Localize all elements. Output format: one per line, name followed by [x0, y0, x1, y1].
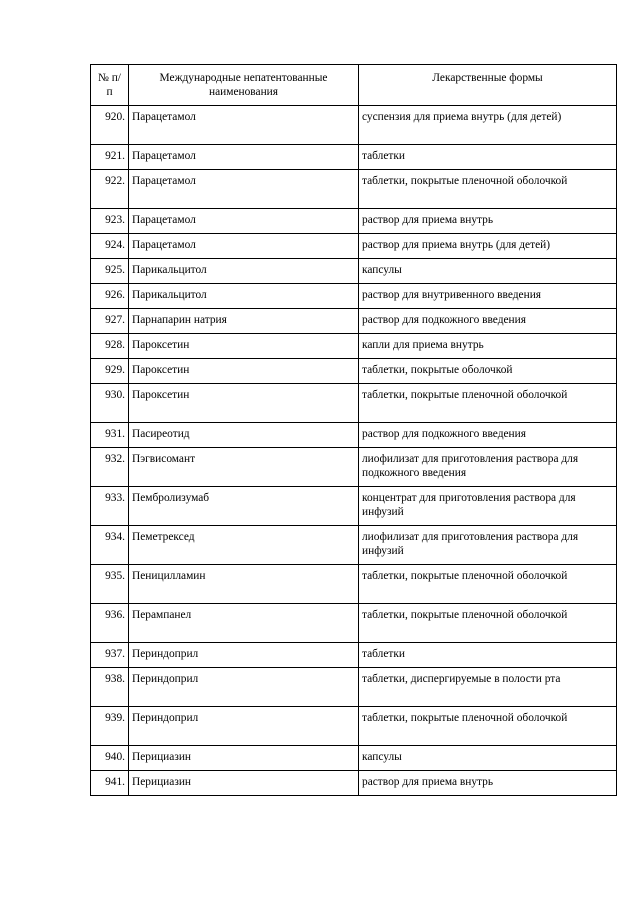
table-row	[91, 448, 617, 487]
dosage-form: капсулы	[359, 746, 617, 771]
table-row	[91, 771, 617, 796]
table-row	[91, 334, 617, 359]
table-row	[91, 284, 617, 309]
header-dosage-form: Лекарственные формы	[359, 65, 617, 106]
dosage-form: таблетки, покрытые пленочной оболочкой	[359, 565, 617, 604]
row-number: 932.	[91, 448, 129, 487]
header-inn: Международные непатентованные наименования	[129, 65, 359, 106]
row-number: 938.	[91, 668, 129, 707]
row-number: 925.	[91, 259, 129, 284]
row-number: 930.	[91, 384, 129, 423]
dosage-form: капли для приема внутрь	[359, 334, 617, 359]
dosage-form: таблетки, диспергируемые в полости рта	[359, 668, 617, 707]
row-number: 940.	[91, 746, 129, 771]
dosage-form: раствор для приема внутрь (для детей)	[359, 234, 617, 259]
drug-name: Пеметрексед	[129, 526, 359, 565]
row-number: 935.	[91, 565, 129, 604]
drug-name: Пеницилламин	[129, 565, 359, 604]
row-number: 928.	[91, 334, 129, 359]
row-number: 936.	[91, 604, 129, 643]
row-number: 920.	[91, 106, 129, 145]
row-number: 931.	[91, 423, 129, 448]
dosage-form: таблетки, покрытые пленочной оболочкой	[359, 604, 617, 643]
row-number: 933.	[91, 487, 129, 526]
drug-name: Периндоприл	[129, 668, 359, 707]
drug-name: Парикальцитол	[129, 284, 359, 309]
table-row	[91, 746, 617, 771]
row-number: 922.	[91, 170, 129, 209]
drug-name: Перампанел	[129, 604, 359, 643]
table-row	[91, 359, 617, 384]
drug-name: Парикальцитол	[129, 259, 359, 284]
table-row	[91, 487, 617, 526]
dosage-form: капсулы	[359, 259, 617, 284]
row-number: 929.	[91, 359, 129, 384]
row-number: 934.	[91, 526, 129, 565]
dosage-form: таблетки, покрытые оболочкой	[359, 359, 617, 384]
dosage-form: раствор для подкожного введения	[359, 423, 617, 448]
row-number: 923.	[91, 209, 129, 234]
drug-name: Парацетамол	[129, 106, 359, 145]
dosage-form: раствор для внутривенного введения	[359, 284, 617, 309]
table-header	[91, 65, 617, 106]
table-row	[91, 526, 617, 565]
dosage-form: таблетки, покрытые пленочной оболочкой	[359, 707, 617, 746]
table-row	[91, 309, 617, 334]
drug-name: Пасиреотид	[129, 423, 359, 448]
table-row	[91, 384, 617, 423]
table-body	[91, 106, 617, 796]
row-number: 926.	[91, 284, 129, 309]
row-number: 924.	[91, 234, 129, 259]
table-row	[91, 209, 617, 234]
table-row	[91, 234, 617, 259]
row-number: 939.	[91, 707, 129, 746]
drug-name: Пароксетин	[129, 334, 359, 359]
table-row	[91, 604, 617, 643]
drug-name: Парнапарин натрия	[129, 309, 359, 334]
table-row	[91, 668, 617, 707]
drug-name: Парацетамол	[129, 234, 359, 259]
row-number: 921.	[91, 145, 129, 170]
table-row	[91, 423, 617, 448]
dosage-form: концентрат для приготовления раствора для инфузий	[359, 487, 617, 526]
table-row	[91, 643, 617, 668]
table-row	[91, 707, 617, 746]
dosage-form: таблетки	[359, 145, 617, 170]
drug-name: Пембролизумаб	[129, 487, 359, 526]
table-row	[91, 259, 617, 284]
dosage-form: таблетки	[359, 643, 617, 668]
drug-name: Периндоприл	[129, 707, 359, 746]
drug-name: Парацетамол	[129, 145, 359, 170]
dosage-form: лиофилизат для приготовления раствора для подкожного введения	[359, 448, 617, 487]
drug-name: Перициазин	[129, 771, 359, 796]
drug-name: Парацетамол	[129, 209, 359, 234]
header-number: № п/п	[91, 65, 129, 106]
drug-name: Пэгвисомант	[129, 448, 359, 487]
drug-name: Пароксетин	[129, 384, 359, 423]
dosage-form: раствор для приема внутрь	[359, 771, 617, 796]
row-number: 937.	[91, 643, 129, 668]
table-row	[91, 170, 617, 209]
drug-forms-table	[90, 64, 617, 796]
table-row	[91, 145, 617, 170]
dosage-form: раствор для приема внутрь	[359, 209, 617, 234]
drug-name: Пароксетин	[129, 359, 359, 384]
drug-name: Перициазин	[129, 746, 359, 771]
dosage-form: лиофилизат для приготовления раствора для инфузий	[359, 526, 617, 565]
row-number: 927.	[91, 309, 129, 334]
dosage-form: таблетки, покрытые пленочной оболочкой	[359, 384, 617, 423]
table-row	[91, 106, 617, 145]
drug-name: Периндоприл	[129, 643, 359, 668]
table-row	[91, 565, 617, 604]
dosage-form: суспензия для приема внутрь (для детей)	[359, 106, 617, 145]
header-row	[91, 65, 617, 106]
dosage-form: таблетки, покрытые пленочной оболочкой	[359, 170, 617, 209]
row-number: 941.	[91, 771, 129, 796]
dosage-form: раствор для подкожного введения	[359, 309, 617, 334]
drug-name: Парацетамол	[129, 170, 359, 209]
